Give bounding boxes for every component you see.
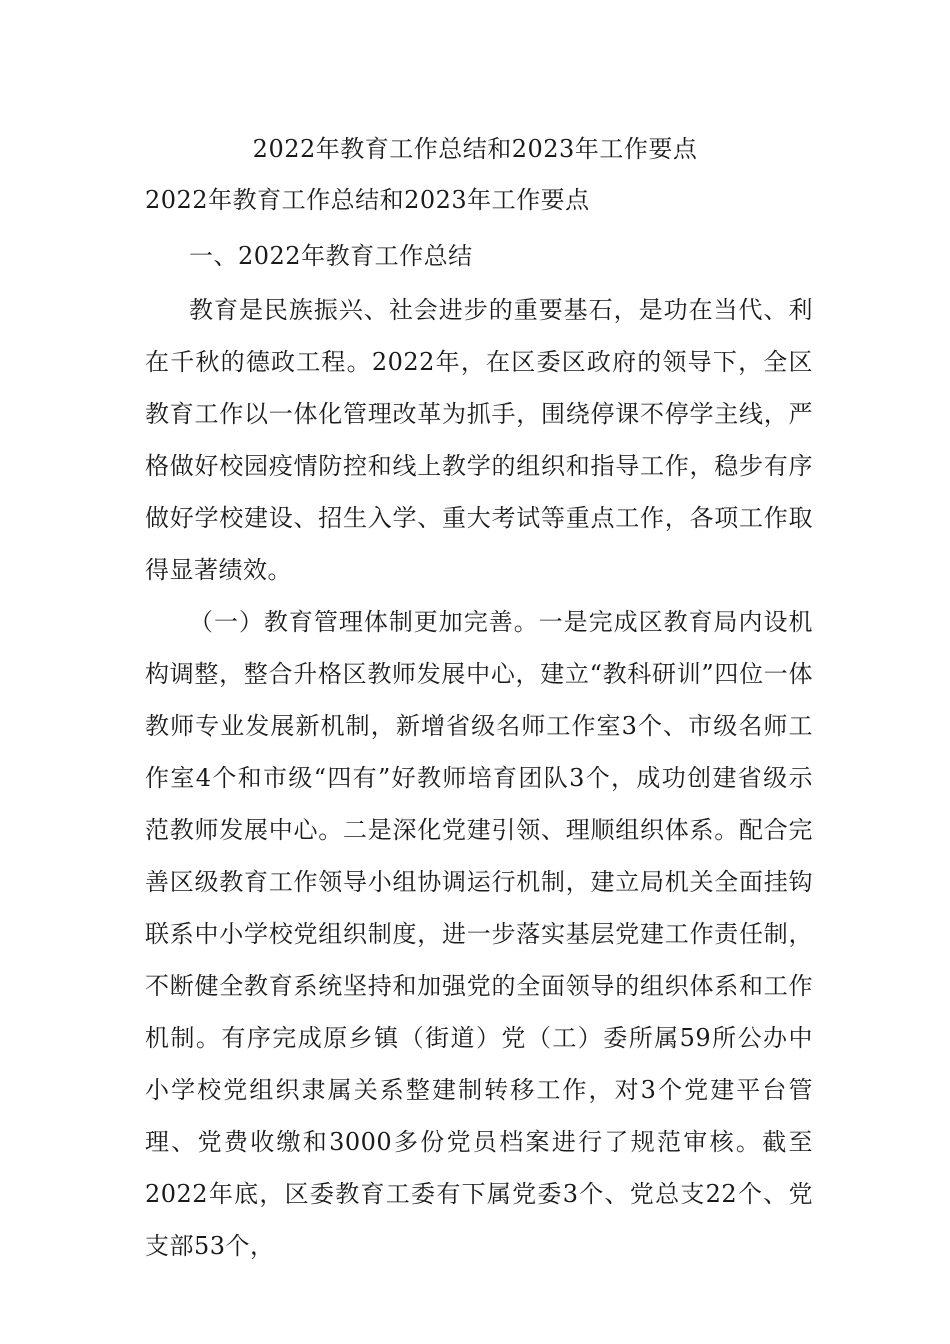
section-heading: 一、2022年教育工作总结 — [189, 242, 473, 270]
paragraph-intro: 教育是民族振兴、社会进步的重要基石，是功在当代、利在千秋的德政工程。2022年，在区委区政府的领导下，全区教育工作以一体化管理改革为抓手，围绕停课不停学主线，严格做好校园疫情防控和线上教学的组织和指导工作，稳步有序做好学校建设、招生入学、重大考试等重点工作，各项工作取得显著绩效。 — [145, 296, 813, 584]
document-title: 2022年教育工作总结和2023年工作要点 — [252, 135, 698, 163]
document-body — [145, 126, 813, 1272]
paragraph-management-system: （一）教育管理体制更加完善。一是完成区教育局内设机构调整，整合升格区教师发展中心，建立“教科研训”四位一体教师专业发展新机制，新增省级名师工作室3个、市级名师工作室4个和市级“四有”好教师培育团队3个，成功创建省级示范教师发展中心。二是深化党建引领、理顺组织体系。配合完善区级教育工作领导小组协调运行机制，建立局机关全面挂钩联系中小学校党组织制度，进一步落实基层党建工作责任制，不断健全教育系统坚持和加强党的全面领导的组织体系和工作机制。有序完成原乡镇（街道）党（工）委所属59所公办中小学校党组织隶属关系整建制转移工作，对3个党建平台管理、党费收缴和3000多份党员档案进行了规范审核。截至2022年底，区委教育工委有下属党委3个、党总支22个、党支部53个， — [145, 608, 813, 1260]
document-subtitle: 2022年教育工作总结和2023年工作要点 — [145, 186, 590, 214]
